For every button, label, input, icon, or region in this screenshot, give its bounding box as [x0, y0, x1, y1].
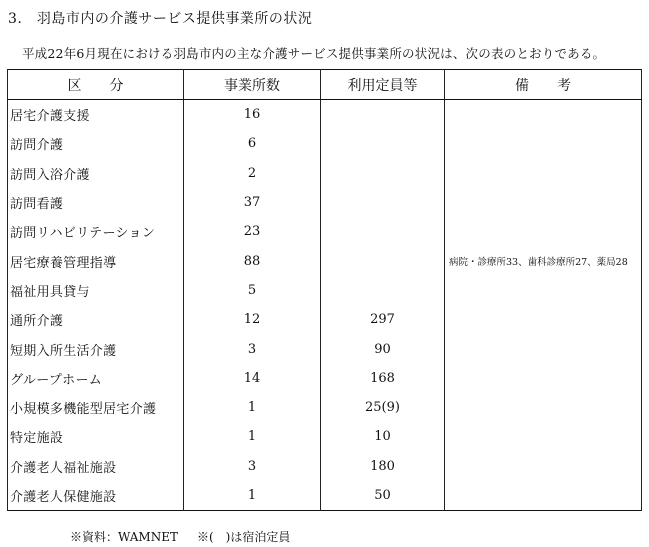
row-name: 通所介護	[8, 305, 184, 334]
table-header-row	[8, 70, 642, 100]
table-row	[8, 246, 642, 275]
table-row	[8, 217, 642, 246]
row-remark	[445, 100, 642, 130]
table-row	[8, 364, 642, 393]
row-capacity	[321, 246, 445, 275]
row-name: 特定施設	[8, 422, 184, 451]
row-capacity	[321, 159, 445, 188]
row-remark	[445, 159, 642, 188]
row-capacity	[321, 129, 445, 158]
row-count: 2	[184, 159, 321, 188]
row-capacity: 297	[321, 305, 445, 334]
row-capacity: 25(9)	[321, 393, 445, 422]
row-count: 14	[184, 364, 321, 393]
row-remark	[445, 217, 642, 246]
row-capacity: 50	[321, 481, 445, 511]
table-row	[8, 393, 642, 422]
header-category: 区 分	[8, 70, 184, 100]
row-remark	[445, 452, 642, 481]
row-name: 福祉用具貸与	[8, 276, 184, 305]
row-remark	[445, 129, 642, 158]
row-remark: 病院・診療所33、歯科診療所27、薬局28	[445, 246, 642, 275]
table-row	[8, 334, 642, 363]
table-row	[8, 422, 642, 451]
row-name: 居宅介護支援	[8, 100, 184, 130]
row-remark	[445, 481, 642, 511]
row-name: 訪問看護	[8, 188, 184, 217]
row-count: 16	[184, 100, 321, 130]
row-name: グループホーム	[8, 364, 184, 393]
table-row	[8, 305, 642, 334]
row-name: 短期入所生活介護	[8, 334, 184, 363]
row-count: 1	[184, 481, 321, 511]
row-name: 介護老人福祉施設	[8, 452, 184, 481]
row-count: 5	[184, 276, 321, 305]
row-count: 3	[184, 452, 321, 481]
row-count: 37	[184, 188, 321, 217]
table-row	[8, 129, 642, 158]
row-remark	[445, 422, 642, 451]
footer-note: ※( )は宿泊定員	[197, 530, 291, 544]
row-name: 訪問リハビリテーション	[8, 217, 184, 246]
row-remark	[445, 188, 642, 217]
footer-source: ※資料：WAMNET	[70, 530, 178, 544]
table-row	[8, 452, 642, 481]
row-name: 訪問入浴介護	[8, 159, 184, 188]
row-count: 1	[184, 422, 321, 451]
row-name: 訪問介護	[8, 129, 184, 158]
row-name: 介護老人保健施設	[8, 481, 184, 511]
row-remark	[445, 305, 642, 334]
table-row	[8, 159, 642, 188]
row-count: 3	[184, 334, 321, 363]
table-row	[8, 481, 642, 511]
row-count: 12	[184, 305, 321, 334]
header-count: 事業所数	[184, 70, 321, 100]
table-row	[8, 276, 642, 305]
row-remark	[445, 393, 642, 422]
row-count: 23	[184, 217, 321, 246]
intro-text: 平成22年6月現在における羽島市内の主な介護サービス提供事業所の状況は、次の表のとおりである。	[22, 46, 606, 61]
header-remarks: 備 考	[445, 70, 642, 100]
row-count: 1	[184, 393, 321, 422]
row-remark	[445, 334, 642, 363]
table-row	[8, 100, 642, 130]
facility-table	[7, 69, 642, 511]
row-remark	[445, 276, 642, 305]
row-capacity: 180	[321, 452, 445, 481]
row-capacity	[321, 188, 445, 217]
row-capacity	[321, 276, 445, 305]
row-capacity: 10	[321, 422, 445, 451]
row-capacity: 90	[321, 334, 445, 363]
row-name: 居宅療養管理指導	[8, 246, 184, 275]
row-capacity	[321, 217, 445, 246]
row-remark	[445, 364, 642, 393]
row-capacity: 168	[321, 364, 445, 393]
header-capacity: 利用定員等	[321, 70, 445, 100]
row-count: 88	[184, 246, 321, 275]
row-count: 6	[184, 129, 321, 158]
row-capacity	[321, 100, 445, 130]
table-row	[8, 188, 642, 217]
page-title: 3. 羽島市内の介護サービス提供事業所の状況	[8, 11, 313, 27]
row-name: 小規模多機能型居宅介護	[8, 393, 184, 422]
